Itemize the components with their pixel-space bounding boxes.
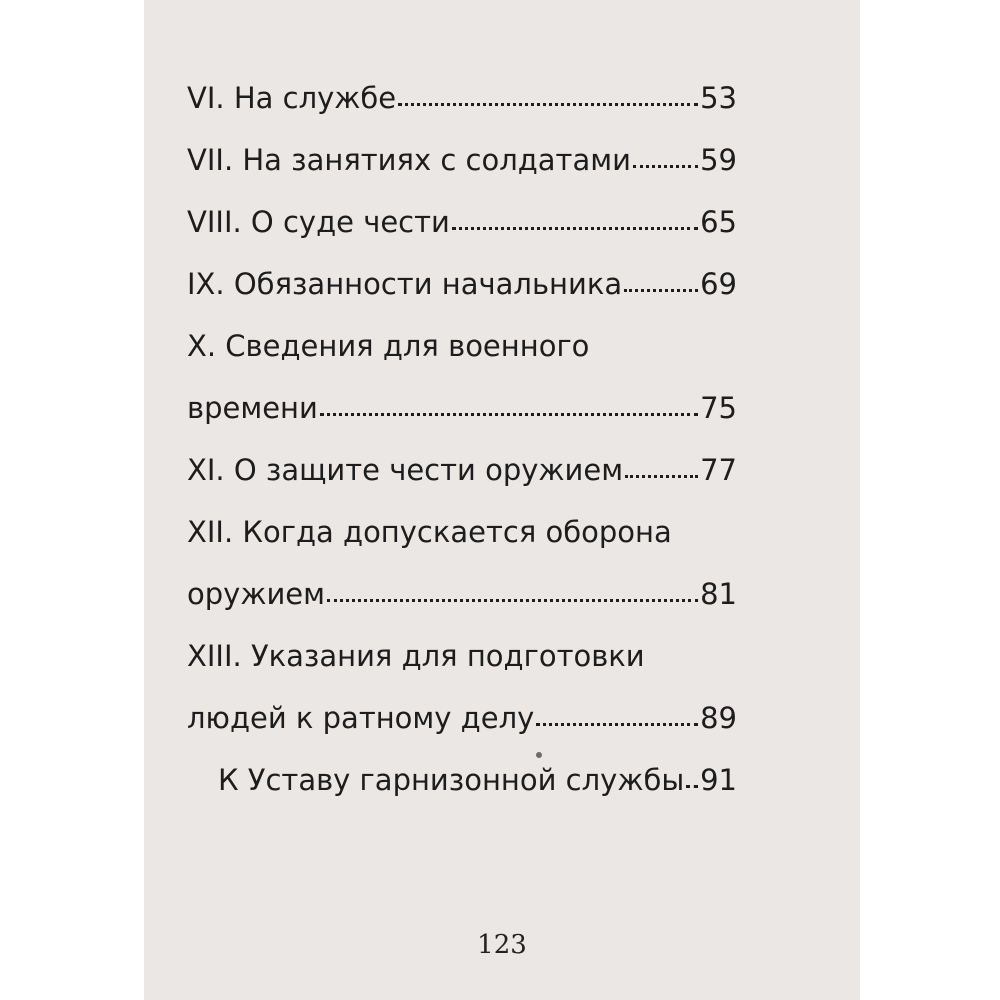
page-number: 123 (477, 930, 527, 960)
toc-entry-page: 91 (700, 763, 737, 797)
dot-leader (536, 723, 698, 726)
toc-entry-page: 69 (700, 267, 737, 301)
dot-leader (624, 289, 698, 292)
dot-leader (320, 413, 698, 416)
toc-entry-first-line (187, 512, 672, 552)
toc-entry-title-continued: людей к ратному делу (187, 701, 535, 735)
toc-entry-first-line (187, 636, 645, 676)
dot-leader (452, 227, 698, 230)
dot-leader (327, 599, 698, 602)
toc-entry-page: 89 (700, 701, 737, 735)
dot-leader (398, 103, 698, 106)
toc-entry-second-line (187, 698, 737, 738)
toc-entry-title: XII. Когда допускается оборона (187, 515, 672, 549)
paper-speck (535, 751, 543, 759)
toc-entry-title: К Уставу гарнизонной службы (218, 763, 685, 797)
toc-entry-appendix (218, 760, 737, 800)
toc-entry-title: VIII. О суде чести (187, 205, 450, 239)
toc-entry-second-line (187, 574, 737, 614)
toc-entry-page: 77 (700, 453, 737, 487)
toc-entry-title: X. Сведения для военного (187, 329, 590, 363)
toc-entry-page: 65 (700, 205, 737, 239)
toc-entry-title-continued: оружием (187, 577, 326, 611)
toc-entry (187, 202, 737, 242)
book-page (144, 0, 860, 1000)
dot-leader (625, 475, 698, 478)
toc-entry-page: 75 (700, 391, 737, 425)
toc-entry-title: VI. На службе (187, 81, 397, 115)
toc-entry (187, 140, 737, 180)
toc-entry (187, 78, 737, 118)
toc-entry-title: IX. Обязанности начальника (187, 267, 623, 301)
toc-entry-title: XIII. Указания для подготовки (187, 639, 645, 673)
toc-entry-title: XI. О защите чести оружием (187, 453, 624, 487)
dot-leader (686, 785, 698, 788)
toc-entry-title-continued: времени (187, 391, 318, 425)
toc-entry-page: 59 (700, 143, 737, 177)
toc-entry (187, 450, 737, 490)
toc-entry-page: 81 (700, 577, 737, 611)
toc-entry-page: 53 (700, 81, 737, 115)
dot-leader (633, 165, 698, 168)
toc-entry-title: VII. На занятиях с солдатами (187, 143, 631, 177)
toc-entry-first-line (187, 326, 589, 366)
toc-entry (187, 264, 737, 304)
toc-entry-second-line (187, 388, 737, 428)
